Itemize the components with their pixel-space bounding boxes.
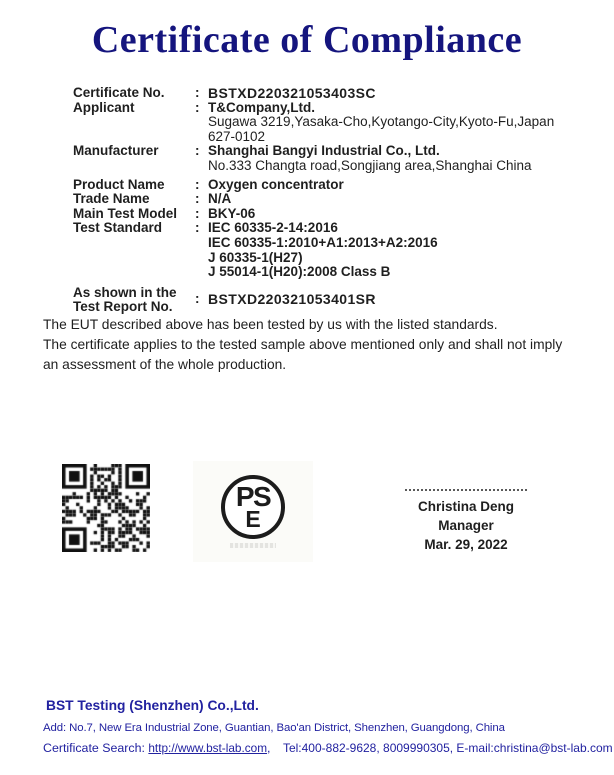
footer-address: Add: No.7, New Era Industrial Zone, Guantian, Bao'an District, Shenzhen, Guangdong, China	[43, 722, 505, 734]
field-label: Certificate No.	[73, 85, 165, 100]
field-colon: :	[195, 85, 200, 100]
test-standard-line: IEC 60335-2-14:2016	[208, 220, 338, 236]
signer-name: Christina Deng	[417, 499, 514, 514]
signature-block	[383, 489, 549, 552]
qr-code	[62, 464, 150, 552]
pse-watermark	[230, 543, 276, 548]
trade-name-value: N/A	[208, 191, 232, 207]
test-report-no-value: BSTXD220321053401SR	[208, 291, 376, 308]
field-colon: :	[195, 176, 200, 192]
field-row-main-test-model	[73, 207, 563, 222]
certificate-fields	[73, 86, 563, 314]
test-standard-line: J 55014-1(H20):2008 Class B	[208, 264, 391, 280]
manufacturer-address-line1: No.333 Changta road,Songjiang area,Shanghai China	[208, 157, 532, 173]
signer-role: Manager	[438, 518, 494, 533]
pse-circle-icon	[221, 475, 285, 539]
main-test-model-value: BKY-06	[208, 205, 256, 221]
field-label: Manufacturer	[73, 143, 159, 159]
field-row-test-report-no	[73, 286, 563, 314]
field-row-manufacturer	[73, 144, 563, 173]
field-row-test-standard	[73, 221, 563, 279]
manufacturer-name: Shanghai Bangyi Industrial Co., Ltd.	[208, 143, 440, 159]
field-colon: :	[195, 220, 200, 236]
test-standard-line: IEC 60335-1:2010+A1:2013+A2:2016	[208, 234, 438, 250]
test-report-label-line2: Test Report No.	[73, 298, 173, 314]
pse-letters-ps: PS	[235, 481, 271, 512]
field-colon: :	[195, 143, 200, 159]
field-colon: :	[195, 191, 200, 207]
statement-line: The certificate applies to the tested sample above mentioned only and shall not imply	[43, 337, 563, 352]
field-row-applicant	[73, 101, 563, 145]
field-label: Product Name	[73, 176, 165, 192]
signature-date: Mar. 29, 2022	[424, 537, 508, 552]
pse-letter-e: E	[245, 506, 261, 532]
applicant-address-line1: Sugawa 3219,Yasaka-Cho,Kyotango-City,Kyoto-Fu,Japan	[208, 114, 555, 130]
signature-dotted-line	[405, 489, 527, 491]
field-colon: :	[195, 99, 200, 115]
field-row-product-name	[73, 178, 563, 193]
field-row-certificate-no	[73, 86, 563, 101]
page-title: Certificate of Compliance	[91, 19, 523, 61]
field-label	[73, 286, 195, 314]
certificate-no-value: BSTXD220321053403SC	[208, 85, 376, 101]
certificate-search-label: Certificate Search:	[43, 741, 145, 755]
applicant-address-line2: 627-0102	[208, 128, 266, 144]
certificate-search-link[interactable]: http://www.bst-lab.com	[148, 741, 268, 755]
field-row-trade-name	[73, 192, 563, 207]
field-label: Main Test Model	[73, 205, 178, 221]
field-colon: :	[195, 205, 200, 221]
field-colon: :	[195, 291, 200, 307]
test-report-label-line1: As shown in the	[73, 284, 177, 300]
pse-mark	[193, 461, 313, 562]
product-name-value: Oxygen concentrator	[208, 176, 344, 192]
statement-line: an assessment of the whole production.	[43, 357, 287, 372]
statement-line: The EUT described above has been tested by us with the listed standards.	[43, 317, 498, 332]
compliance-statement	[43, 315, 595, 375]
field-label: Test Standard	[73, 220, 163, 236]
url-suffix: ,	[267, 741, 271, 755]
footer-contact-line	[43, 741, 613, 755]
field-label: Trade Name	[73, 191, 150, 207]
applicant-name: T&Company,Ltd.	[208, 99, 315, 115]
field-label: Applicant	[73, 99, 135, 115]
footer-company-name: BST Testing (Shenzhen) Co.,Ltd.	[46, 698, 259, 713]
footer-tel-email: Tel:400-882-9628, 8009990305, E-mail:christina@bst-lab.com	[282, 741, 613, 755]
test-standard-line: J 60335-1(H27)	[208, 249, 303, 265]
